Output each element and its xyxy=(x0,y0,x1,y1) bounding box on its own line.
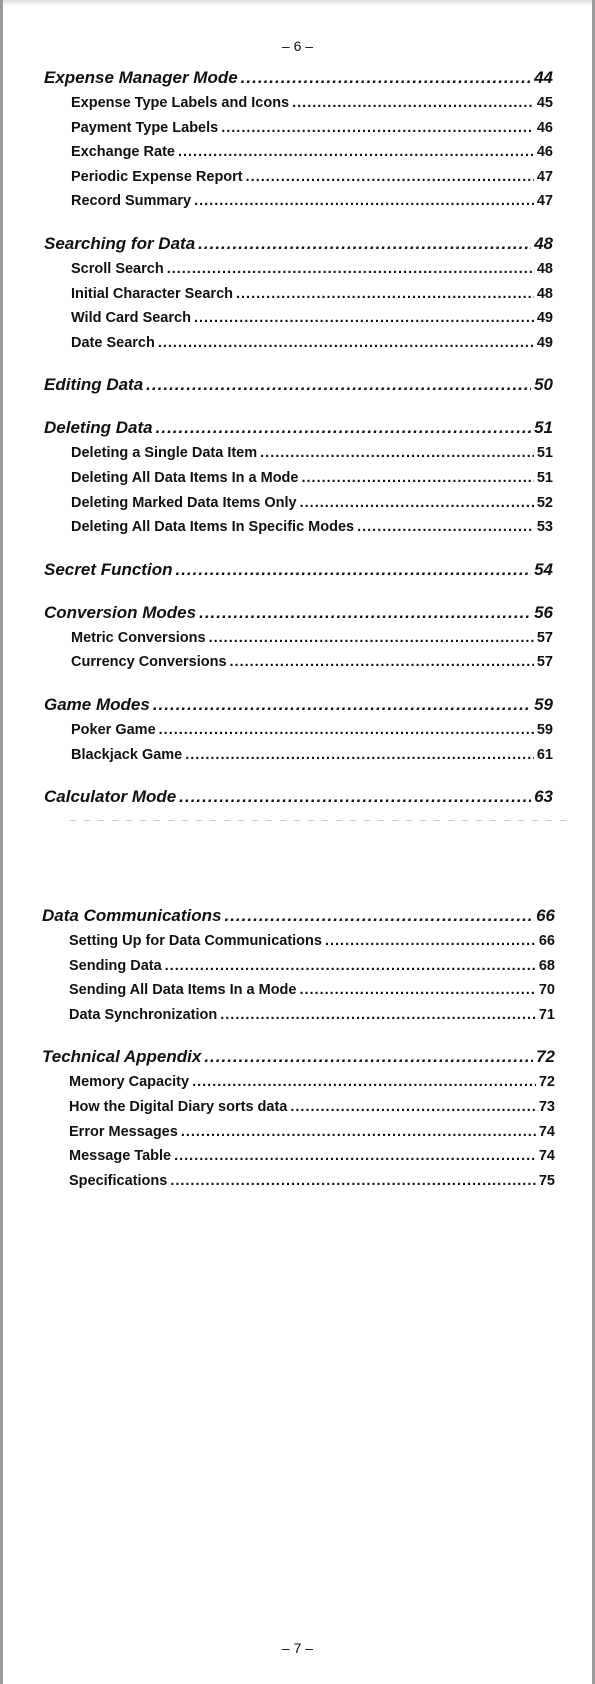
toc-section xyxy=(44,64,553,214)
toc-entry-page-number: 46 xyxy=(536,119,553,136)
toc-entry[interactable] xyxy=(42,978,555,1003)
toc-heading-page-number: 56 xyxy=(534,602,553,622)
toc-entry-label: Deleting Marked Data Items Only xyxy=(71,494,297,511)
page-divider xyxy=(70,820,570,821)
toc-entry[interactable] xyxy=(42,929,555,954)
toc-entry-label: Sending Data xyxy=(69,957,162,974)
toc-entry[interactable] xyxy=(44,515,553,540)
toc-heading[interactable] xyxy=(44,691,553,718)
toc-entry-label: Error Messages xyxy=(69,1123,178,1140)
toc-heading-label: Technical Appendix xyxy=(42,1047,202,1067)
toc-entry[interactable] xyxy=(44,116,553,141)
toc-entry[interactable] xyxy=(44,165,553,190)
toc-entry[interactable] xyxy=(44,718,553,743)
toc-entry-page-number: 52 xyxy=(536,494,553,511)
dot-leader xyxy=(220,1003,536,1028)
toc-entry[interactable] xyxy=(44,282,553,307)
toc-section xyxy=(44,371,553,398)
toc-entry[interactable] xyxy=(42,1003,555,1028)
toc-entry[interactable] xyxy=(42,1144,555,1169)
toc-entry-page-number: 74 xyxy=(538,1148,555,1165)
dot-leader xyxy=(175,556,531,583)
toc-heading-page-number: 66 xyxy=(536,906,555,925)
dot-leader xyxy=(185,743,534,768)
toc-entry-label: Deleting a Single Data Item xyxy=(71,445,258,462)
dot-leader xyxy=(165,954,536,979)
toc-entry-page-number: 61 xyxy=(536,746,553,763)
toc-entry[interactable] xyxy=(42,1120,555,1145)
dot-leader xyxy=(325,929,536,954)
toc-entry-page-number: 57 xyxy=(536,654,553,671)
dot-leader xyxy=(174,1144,536,1169)
dot-leader xyxy=(209,626,534,651)
toc-entry-label: Scroll Search xyxy=(71,260,164,277)
dot-leader xyxy=(192,1070,536,1095)
toc-heading-label: Data Communications xyxy=(42,906,222,925)
toc-entry[interactable] xyxy=(44,257,553,282)
toc-entry[interactable] xyxy=(44,626,553,651)
toc-heading-label: Editing Data xyxy=(44,375,144,395)
toc-entry-label: Record Summary xyxy=(71,193,192,210)
toc-entry-label: Poker Game xyxy=(71,721,156,738)
toc-entry-label: Initial Character Search xyxy=(71,285,233,302)
toc-section xyxy=(44,783,553,810)
toc-entry-page-number: 73 xyxy=(538,1098,555,1115)
toc-heading-page-number: 48 xyxy=(534,233,553,253)
dot-leader xyxy=(156,414,531,441)
toc-entry[interactable] xyxy=(44,491,553,516)
scan-artifact-left-edge xyxy=(0,0,3,1684)
toc-entry-page-number: 66 xyxy=(538,933,555,949)
toc-heading[interactable] xyxy=(44,414,553,441)
toc-heading-page-number: 44 xyxy=(534,68,553,87)
toc-entry-label: Blackjack Game xyxy=(71,746,183,763)
toc-entry-page-number: 51 xyxy=(536,469,553,486)
dot-leader xyxy=(230,650,534,675)
dot-leader xyxy=(159,718,534,743)
dot-leader xyxy=(204,1043,533,1070)
toc-entry[interactable] xyxy=(44,466,553,491)
toc-entry-page-number: 46 xyxy=(536,144,553,161)
table-of-contents-bottom xyxy=(42,902,555,1209)
scan-artifact-top xyxy=(0,0,595,6)
dot-leader xyxy=(357,515,534,540)
dot-leader xyxy=(300,491,534,516)
toc-heading-label: Conversion Modes xyxy=(44,602,197,622)
toc-entry[interactable] xyxy=(44,140,553,165)
dot-leader xyxy=(146,371,531,398)
table-of-contents-top xyxy=(44,64,553,826)
toc-entry-label: Periodic Expense Report xyxy=(71,168,243,185)
dot-leader xyxy=(290,1095,536,1120)
toc-heading-label: Calculator Mode xyxy=(44,787,177,807)
dot-leader xyxy=(167,257,534,282)
toc-entry-label: Deleting All Data Items In Specific Modes xyxy=(71,519,355,536)
toc-entry-page-number: 74 xyxy=(538,1123,555,1140)
toc-heading-label: Game Modes xyxy=(44,694,150,714)
toc-entry-label: Payment Type Labels xyxy=(71,119,219,136)
toc-entry-page-number: 68 xyxy=(538,957,555,974)
toc-entry-page-number: 72 xyxy=(538,1074,555,1091)
toc-entry[interactable] xyxy=(42,1169,555,1194)
dot-leader xyxy=(236,282,534,307)
toc-entry-label: Expense Type Labels and Icons xyxy=(71,95,290,111)
toc-entry-label: Metric Conversions xyxy=(71,629,206,646)
toc-heading-page-number: 50 xyxy=(534,375,553,395)
toc-entry-label: How the Digital Diary sorts data xyxy=(69,1098,288,1115)
toc-heading[interactable] xyxy=(42,902,555,929)
toc-entry-page-number: 59 xyxy=(536,721,553,738)
toc-heading-page-number: 72 xyxy=(536,1047,555,1067)
toc-entry-page-number: 70 xyxy=(538,982,555,999)
toc-entry[interactable] xyxy=(44,743,553,768)
dot-leader xyxy=(194,306,534,331)
toc-heading[interactable] xyxy=(44,64,553,91)
toc-section xyxy=(42,1043,555,1193)
toc-entry[interactable] xyxy=(42,1095,555,1120)
toc-section xyxy=(44,414,553,539)
toc-entry-label: Exchange Rate xyxy=(71,144,175,161)
toc-heading[interactable] xyxy=(44,230,553,257)
toc-entry[interactable] xyxy=(44,189,553,214)
toc-heading[interactable] xyxy=(44,556,553,583)
toc-entry-page-number: 75 xyxy=(538,1172,555,1189)
dot-leader xyxy=(199,599,531,626)
dot-leader xyxy=(246,165,534,190)
toc-entry[interactable] xyxy=(44,331,553,356)
dot-leader xyxy=(198,230,531,257)
dot-leader xyxy=(170,1169,536,1194)
toc-entry-label: Wild Card Search xyxy=(71,310,191,327)
dot-leader xyxy=(292,91,534,116)
dot-leader xyxy=(153,691,531,718)
dot-leader xyxy=(299,978,535,1003)
toc-entry[interactable] xyxy=(44,306,553,331)
toc-heading[interactable] xyxy=(44,371,553,398)
dot-leader xyxy=(241,64,531,91)
toc-entry-page-number: 49 xyxy=(536,334,553,351)
toc-entry-page-number: 51 xyxy=(536,445,553,462)
toc-entry-page-number: 47 xyxy=(536,168,553,185)
toc-entry-label: Date Search xyxy=(71,334,155,351)
dot-leader xyxy=(178,140,534,165)
toc-entry-page-number: 49 xyxy=(536,310,553,327)
toc-entry-page-number: 57 xyxy=(536,629,553,646)
toc-entry-page-number: 71 xyxy=(538,1006,555,1023)
toc-entry[interactable] xyxy=(42,1070,555,1095)
toc-heading-page-number: 51 xyxy=(534,418,553,438)
toc-entry-label: Setting Up for Data Communications xyxy=(69,933,322,949)
toc-section xyxy=(44,556,553,583)
toc-heading[interactable] xyxy=(44,783,553,810)
toc-heading-page-number: 59 xyxy=(534,694,553,714)
toc-heading-label: Deleting Data xyxy=(44,418,153,438)
toc-section xyxy=(42,902,555,1027)
toc-entry-label: Specifications xyxy=(69,1172,168,1189)
toc-entry-page-number: 48 xyxy=(536,285,553,302)
toc-entry[interactable] xyxy=(44,441,553,466)
toc-heading-label: Secret Function xyxy=(44,559,173,579)
toc-entry-page-number: 47 xyxy=(536,193,553,210)
dot-leader xyxy=(194,189,534,214)
dot-leader xyxy=(301,466,533,491)
toc-heading-page-number: 63 xyxy=(534,787,553,807)
toc-entry-page-number: 53 xyxy=(536,519,553,536)
toc-entry-label: Currency Conversions xyxy=(71,654,227,671)
toc-section xyxy=(44,599,553,675)
toc-entry-page-number: 48 xyxy=(536,260,553,277)
toc-heading[interactable] xyxy=(42,1043,555,1070)
dot-leader xyxy=(158,331,534,356)
page-number-top: – 6 – xyxy=(281,38,314,54)
toc-heading-page-number: 54 xyxy=(534,559,553,579)
toc-entry-label: Data Synchronization xyxy=(69,1006,218,1023)
toc-heading-label: Expense Manager Mode xyxy=(44,68,238,87)
toc-heading-label: Searching for Data xyxy=(44,233,196,253)
toc-heading[interactable] xyxy=(44,599,553,626)
dot-leader xyxy=(181,1120,536,1145)
toc-entry-label: Memory Capacity xyxy=(69,1074,190,1091)
toc-entry-label: Message Table xyxy=(69,1148,172,1165)
toc-entry-label: Deleting All Data Items In a Mode xyxy=(71,469,299,486)
toc-entry[interactable] xyxy=(44,650,553,675)
toc-section xyxy=(44,691,553,767)
toc-section xyxy=(44,230,553,355)
dot-leader xyxy=(260,441,534,466)
toc-entry-page-number: 45 xyxy=(536,95,553,111)
page-number-bottom: – 7 – xyxy=(281,1640,314,1656)
toc-entry[interactable] xyxy=(42,954,555,979)
dot-leader xyxy=(221,116,534,141)
dot-leader xyxy=(224,902,533,929)
toc-entry[interactable] xyxy=(44,91,553,116)
toc-entry-label: Sending All Data Items In a Mode xyxy=(69,982,297,999)
dot-leader xyxy=(179,783,531,810)
